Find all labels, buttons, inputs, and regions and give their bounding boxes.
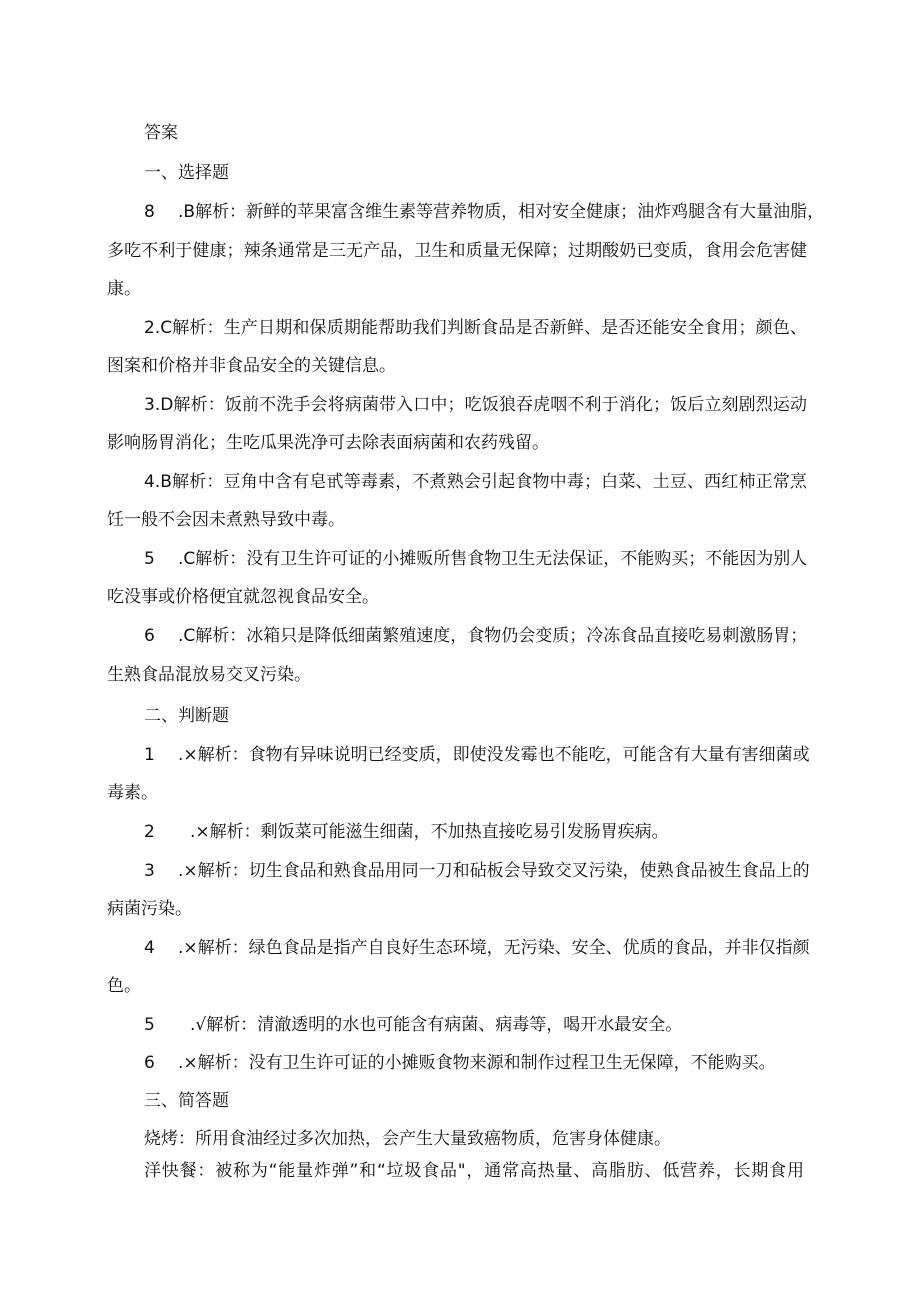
answer-line (107, 201, 825, 223)
question-number: 5 (144, 549, 155, 569)
answer-line: 康。 (107, 279, 141, 299)
answer-text: .×解析：切生食品和熟食品用同一刀和砧板会导致交叉污染，使熟食品被生食品上的 (178, 861, 810, 881)
answer-line (107, 471, 807, 493)
answer-text: 3.D解析：饭前不洗手会将病菌带入口中；吃饭狼吞虎咽不利于消化；饭后立刻剧烈运动 (144, 395, 807, 415)
answer-line (107, 548, 807, 570)
document-title: 答案 (144, 123, 178, 143)
answer-line: 饪一般不会因未煮熟导致中毒。 (107, 510, 345, 530)
answer-line: 图案和价格并非食品安全的关键信息。 (107, 356, 396, 376)
answer-line (107, 744, 810, 766)
answer-line (107, 625, 807, 647)
question-number: 8 (144, 202, 155, 222)
question-number: 2 (144, 822, 155, 842)
answer-text: .C解析：没有卫生许可证的小摊贩所售食物卫生无法保证，不能购买；不能因为别人 (178, 549, 808, 569)
answer-text: .×解析：没有卫生许可证的小摊贩食物来源和制作过程卫生无保障，不能购买。 (178, 1053, 776, 1073)
answer-text: .×解析：绿色食品是指产自良好生态环境，无污染、安全、优质的食品，并非仅指颜 (178, 938, 810, 958)
answer-text: .C解析：冰箱只是降低细菌繁殖速度，食物仍会变质；冷冻食品直接吃易刺激肠胃； (178, 626, 808, 646)
answer-text: .B解析：新鲜的苹果富含维生素等营养物质，相对安全健康；油炸鸡腿含有大量油脂， (178, 202, 825, 222)
answer-line: 吃没事或价格便宜就忽视食品安全。 (107, 587, 379, 607)
answer-text: .√解析：清澈透明的水也可能含有病菌、病毒等，喝开水最安全。 (190, 1015, 683, 1035)
answer-line: 多吃不利于健康；辣条通常是三无产品，卫生和质量无保障；过期酸奶已变质，食用会危害健 (107, 241, 807, 261)
section-heading-short-answer: 三、简答题 (144, 1091, 229, 1111)
answer-line (107, 1014, 807, 1036)
question-number: 1 (144, 745, 155, 765)
answer-line (107, 317, 807, 339)
answer-line: 病菌污染。 (107, 899, 192, 919)
answer-text: 4.B解析：豆角中含有皂甙等毒素，不煮熟会引起食物中毒；白菜、土豆、西红柿正常烹 (144, 472, 807, 492)
answer-line: 毒素。 (107, 783, 158, 803)
question-number: 3 (144, 861, 155, 881)
section-heading-choice: 一、选择题 (144, 163, 229, 183)
answer-text: .×解析：食物有异味说明已经变质，即使没发霉也不能吃，可能含有大量有害细菌或 (178, 745, 810, 765)
question-number: 4 (144, 938, 155, 958)
answer-line (107, 860, 810, 882)
section-heading-judgement: 二、判断题 (144, 706, 229, 726)
answer-text: .×解析：剩饭菜可能滋生细菌，不加热直接吃易引发肠胃疾病。 (190, 822, 669, 842)
answer-line: 洋快餐：被称为“能量炸弹”和“垃圾食品"，通常高热量、高脂肪、低营养，长期食用 (144, 1161, 804, 1181)
answer-text: 2.C解析：生产日期和保质期能帮助我们判断食品是否新鲜、是否还能安全食用；颜色、 (144, 318, 807, 338)
question-number: 6 (144, 626, 155, 646)
answer-line: 烧烤：所用食油经过多次加热，会产生大量致癌物质，危害身体健康。 (144, 1129, 671, 1149)
answer-line: 影响肠胃消化；生吃瓜果洗净可去除表面病菌和农药残留。 (107, 433, 549, 453)
answer-line (107, 394, 807, 416)
answer-line (107, 1052, 807, 1074)
answer-line: 色。 (107, 976, 141, 996)
answer-line (107, 937, 810, 959)
question-number: 5 (144, 1015, 155, 1035)
question-number: 6 (144, 1053, 155, 1073)
answer-line (107, 821, 807, 843)
answer-line: 生熟食品混放易交叉污染。 (107, 665, 311, 685)
